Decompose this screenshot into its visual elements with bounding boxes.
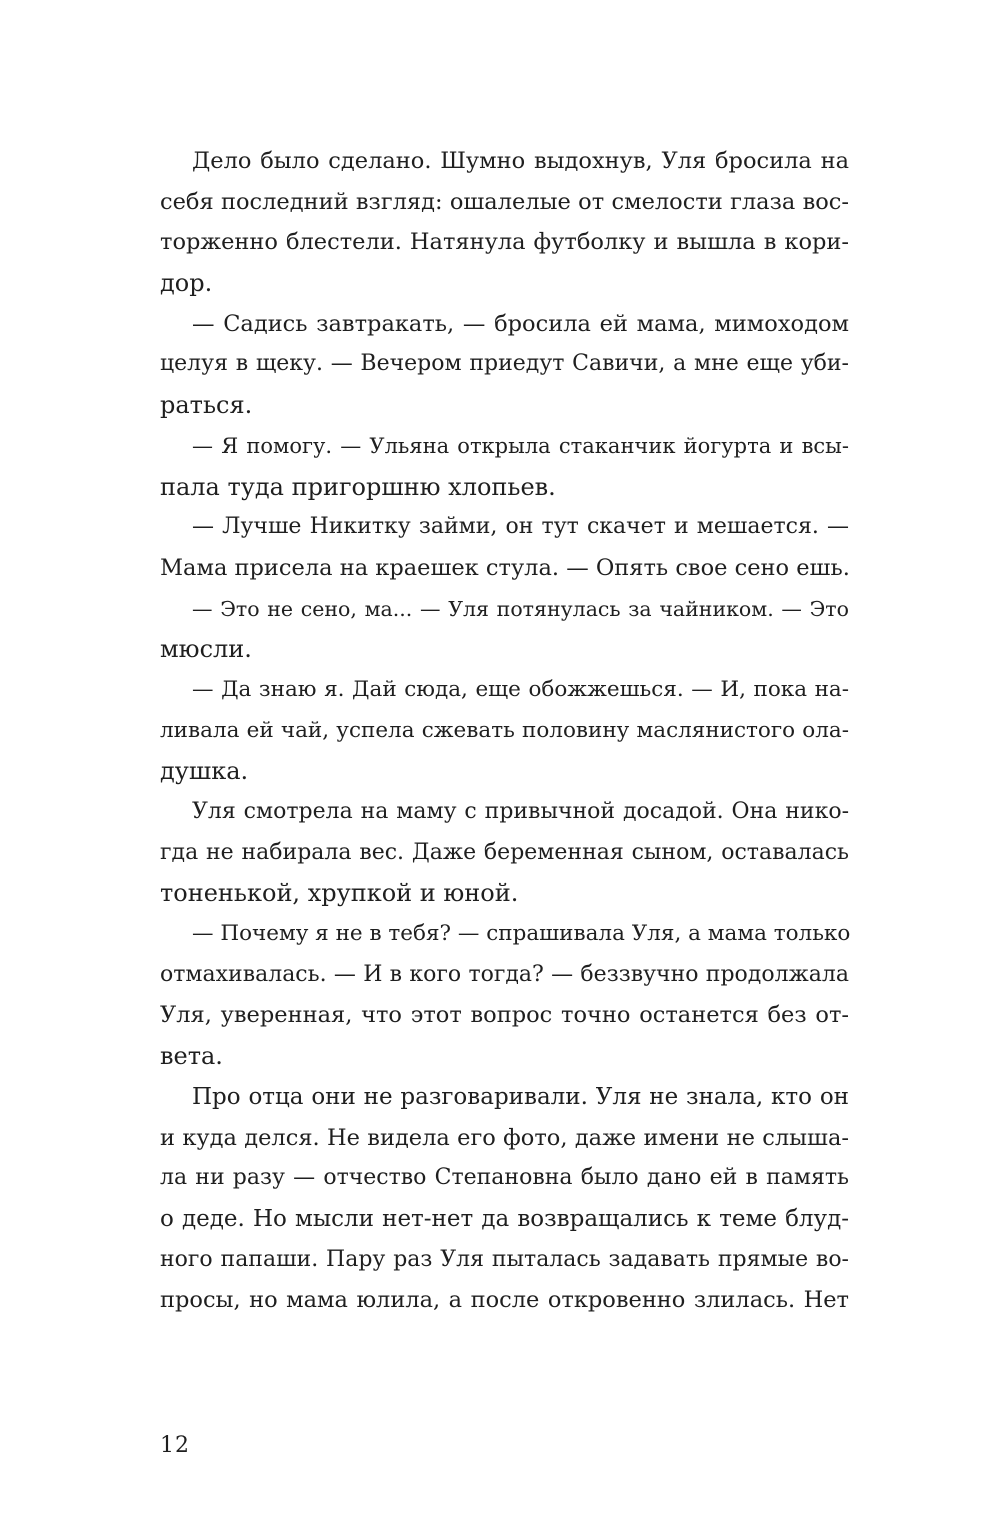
- paragraph-5: [160, 589, 849, 670]
- text-line: ного папаши. Пару раз Уля пыталась задавать прямые во-: [160, 1246, 849, 1272]
- text-line: отмахивалась. — И в кого тогда? — беззвучно продолжала: [160, 961, 849, 987]
- text-line: — Да знаю я. Дай сюда, еще обожжешься. — И, пока на-: [192, 676, 849, 702]
- text-line: просы, но мама юлила, а после откровенно злилась. Нет: [160, 1287, 849, 1314]
- text-line: вета.: [160, 1042, 223, 1071]
- text-line: Уля смотрела на маму с привычной досадой. Она нико-: [192, 799, 849, 824]
- text-line: — Это не сено, ма... — Уля потянулась за чайником. — Это: [192, 596, 849, 621]
- paragraph-6: [160, 670, 849, 792]
- text-line: душка.: [160, 757, 249, 786]
- text-line: дор.: [160, 269, 213, 298]
- text-line: о деде. Но мысли нет-нет да возвращались к теме блуд-: [160, 1205, 849, 1232]
- body-text: [160, 141, 849, 1321]
- text-line: себя последний взгляд: ошалелые от смелости глаза вос-: [160, 188, 849, 215]
- text-line: ливала ей чай, успела сжевать половину маслянистого ола-: [160, 717, 849, 743]
- text-line: тоненькой, хрупкой и юной.: [160, 879, 519, 908]
- text-line: — Я помогу. — Ульяна открыла стаканчик йогурта и всы-: [192, 433, 849, 458]
- text-line: и куда делся. Не видела его фото, даже имени не слыша-: [160, 1124, 849, 1151]
- paragraph-2: [160, 304, 849, 426]
- paragraph-9: [160, 1077, 849, 1321]
- paragraph-4: [160, 507, 849, 588]
- text-line: Дело было сделано. Шумно выдохнув, Уля бросила на: [192, 148, 849, 174]
- text-line: торженно блестели. Натянула футболку и вышла в кори-: [160, 229, 849, 256]
- text-line: раться.: [160, 391, 253, 420]
- text-line: пала туда пригоршню хлопьев.: [160, 472, 556, 501]
- paragraph-1: [160, 141, 849, 304]
- text-line: — Почему я не в тебя? — спрашивала Уля, а мама только: [192, 921, 851, 947]
- paragraph-8: [160, 914, 849, 1077]
- text-line: мюсли.: [160, 635, 252, 664]
- paragraph-3: [160, 426, 849, 507]
- text-line: Про отца они не разговаривали. Уля не знала, кто он: [192, 1083, 849, 1110]
- text-line: ла ни разу — отчество Степановна было дано ей в память: [160, 1165, 849, 1191]
- text-line: гда не набирала вес. Даже беременная сыном, оставалась: [160, 839, 849, 865]
- page-number: 12: [160, 1433, 190, 1458]
- text-line: — Лучше Никитку займи, он тут скачет и мешается. —: [192, 514, 849, 540]
- paragraph-7: [160, 792, 849, 914]
- text-line: целуя в щеку. — Вечером приедут Савичи, а мне еще уби-: [160, 351, 849, 377]
- text-line: — Садись завтракать, — бросила ей мама, мимоходом: [192, 310, 849, 337]
- text-line: Уля, уверенная, что этот вопрос точно останется без от-: [160, 1002, 849, 1029]
- text-line: Мама присела на краешек стула. — Опять свое сено ешь.: [160, 554, 850, 581]
